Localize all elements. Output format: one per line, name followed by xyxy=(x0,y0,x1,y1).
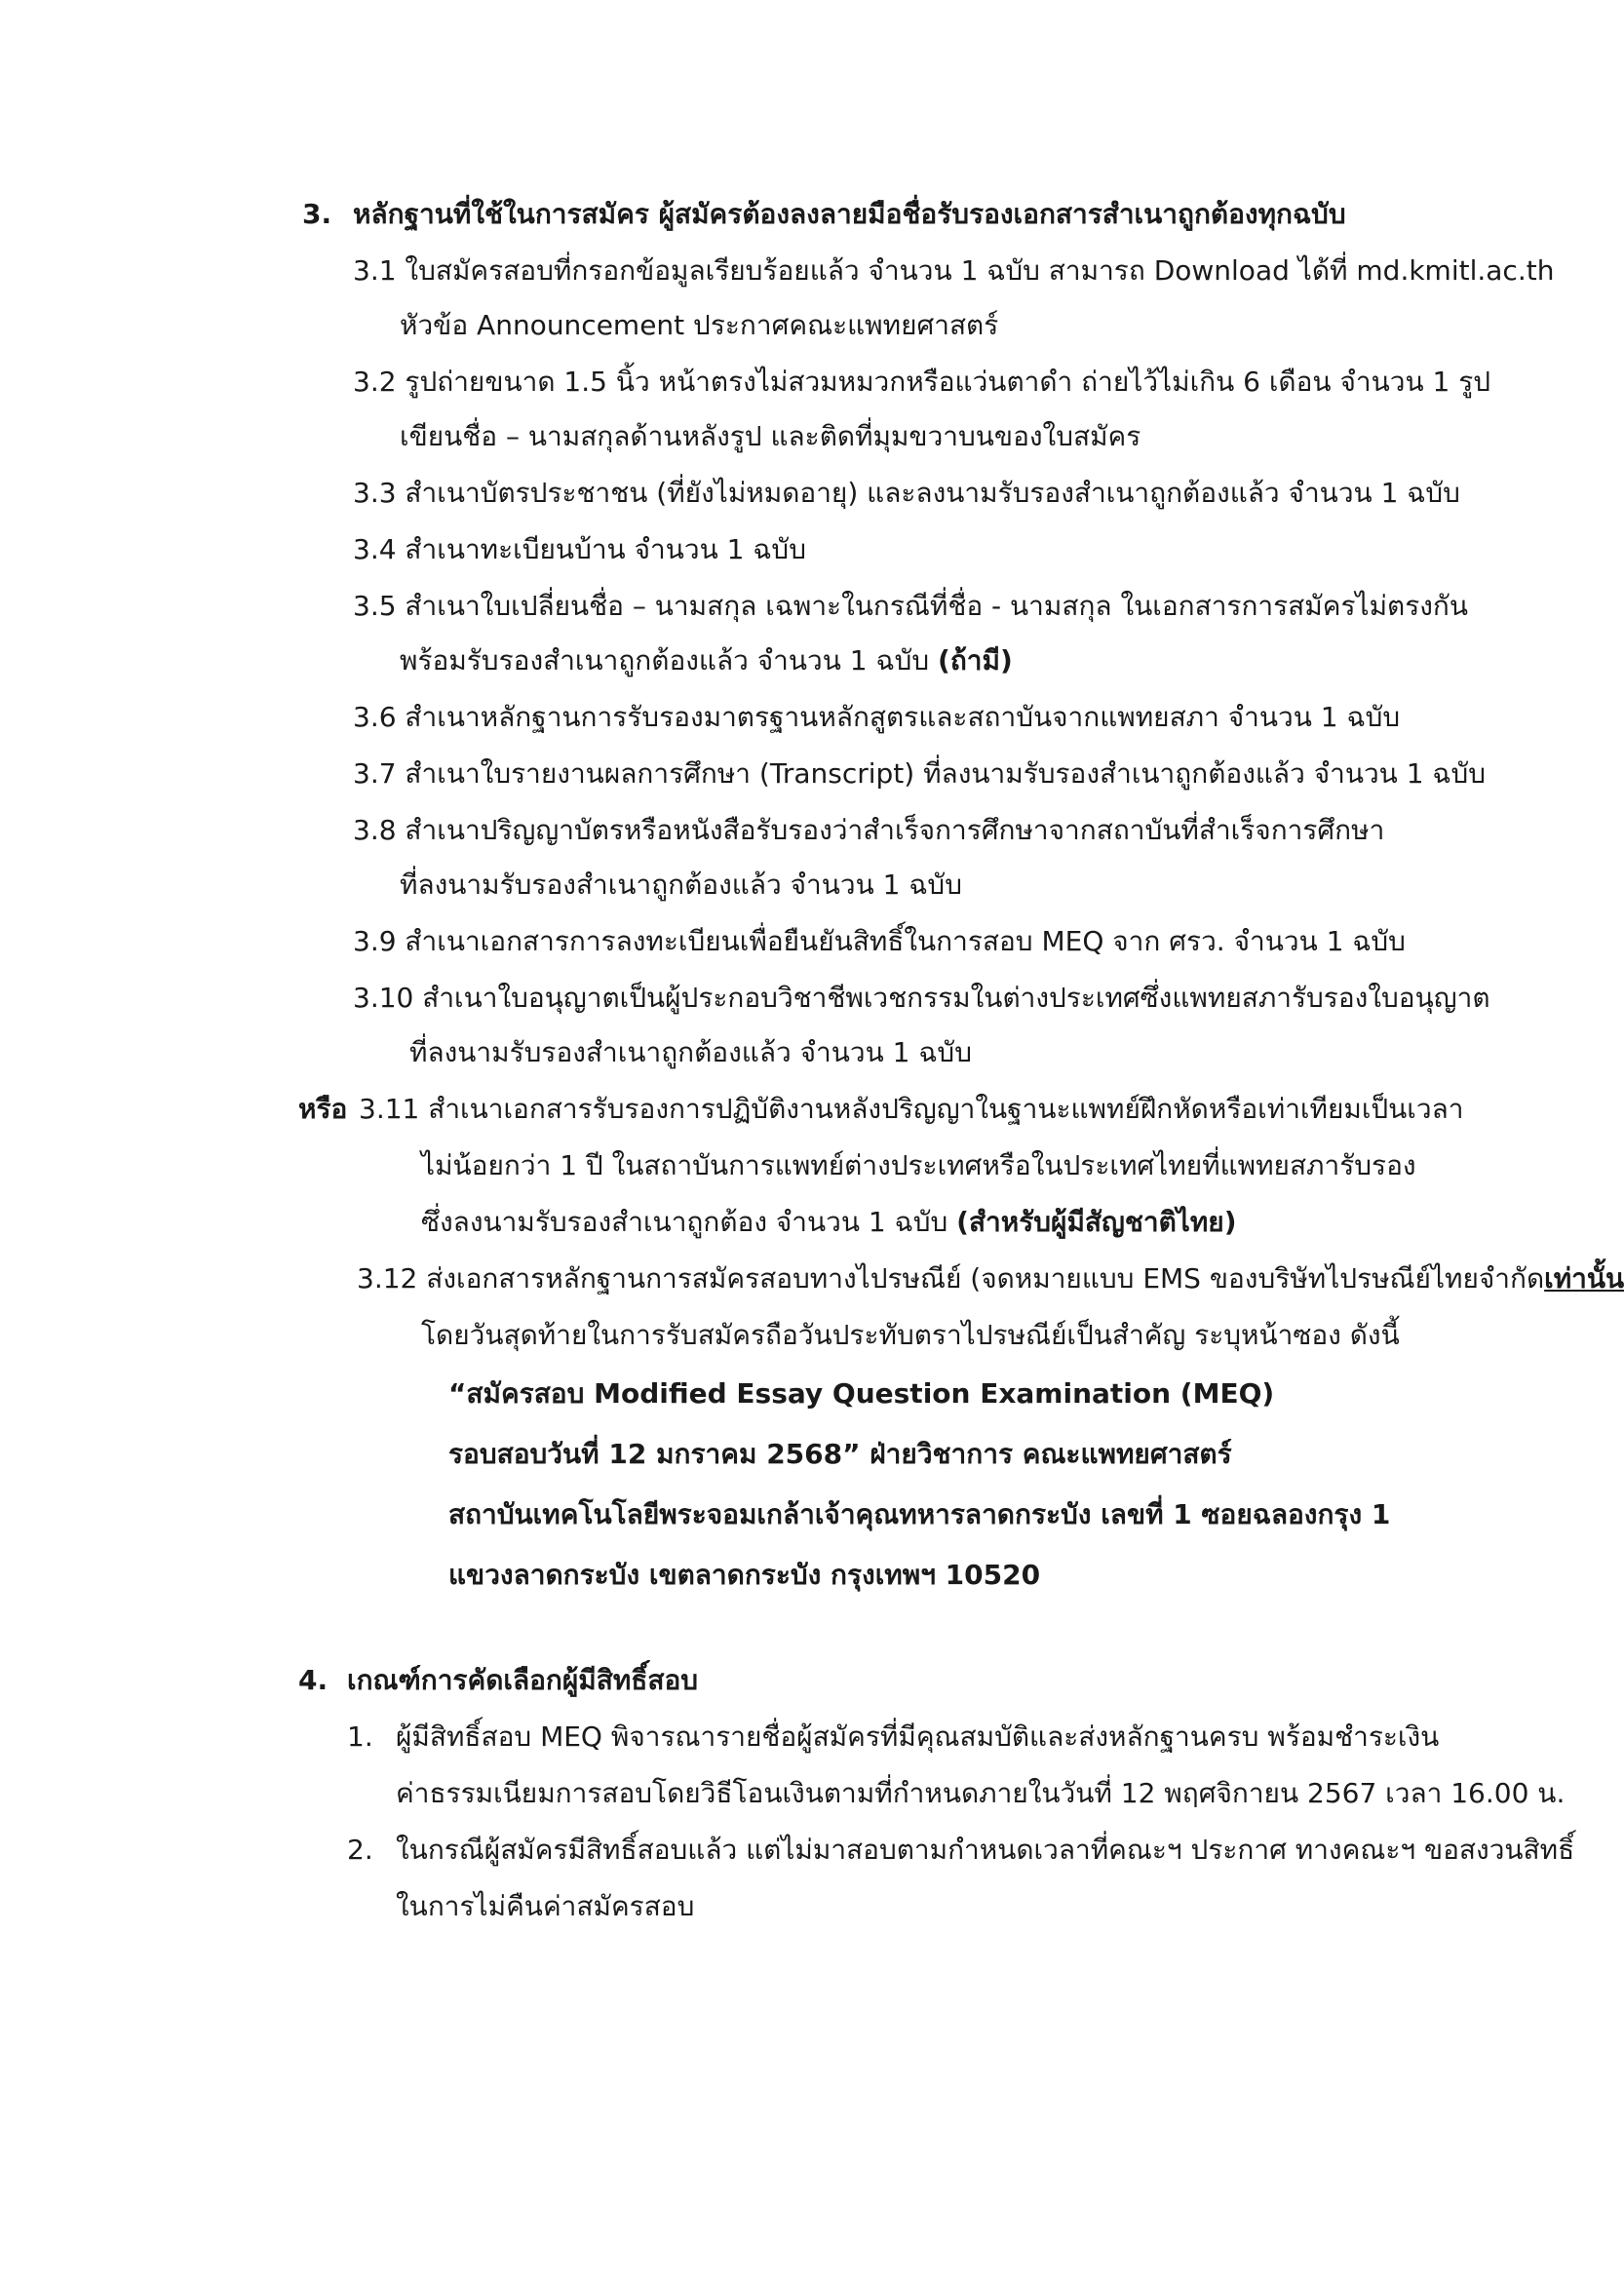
item-3-9-line-1: 3.9 สำเนาเอกสารการลงทะเบียนเพื่อยืนยันสิทธิ์ในการสอบ MEQ จาก ศรว. จำนวน 1 ฉบับ xyxy=(353,925,1406,957)
item-3-11-line-3 xyxy=(421,1203,1237,1242)
item-3-12-line-2: โดยวันสุดท้ายในการรับสมัครถือวันประทับตราไปรษณีย์เป็นสำคัญ ระบุหน้าซอง ดังนี้ xyxy=(421,1319,1400,1351)
item-3-11-line-1: 3.11 สำเนาเอกสารรับรองการปฏิบัติงานหลังปริญญาในฐานะแพทย์ฝึกหัดหรือเท่าเทียมเป็นเวลา xyxy=(359,1093,1464,1125)
item-3-8-line-1: 3.8 สำเนาปริญญาบัตรหรือหนังสือรับรองว่าสำเร็จการศึกษาจากสถาบันที่สำเร็จการศึกษา xyxy=(353,814,1385,846)
item-3-5-line-1: 3.5 สำเนาใบเปลี่ยนชื่อ – นามสกุล เฉพาะในกรณีที่ชื่อ - นามสกุล ในเอกสารการสมัครไม่ตรงกัน xyxy=(353,590,1469,622)
address-line-2: รอบสอบวันที่ 12 มกราคม 2568” ฝ่ายวิชาการ คณะแพทยศาสตร์ xyxy=(448,1438,1232,1470)
criteria-1-line-2: ค่าธรรมเนียมการสอบโดยวิธีโอนเงินตามที่กำหนดภายในวันที่ 12 พฤศจิกายน 2567 เวลา 16.00 น. xyxy=(396,1777,1566,1809)
item-3-10-line-2: ที่ลงนามรับรองสำเนาถูกต้องแล้ว จำนวน 1 ฉบับ xyxy=(409,1036,972,1068)
criteria-2-line-2: ในการไม่คืนค่าสมัครสอบ xyxy=(396,1890,695,1922)
address-line-4: แขวงลาดกระบัง เขตลาดกระบัง กรุงเทพฯ 10520 xyxy=(448,1559,1041,1591)
item-3-6-line-1: 3.6 สำเนาหลักฐานการรับรองมาตรฐานหลักสูตรและสถาบันจากแพทยสภา จำนวน 1 ฉบับ xyxy=(353,701,1401,733)
item-3-1-line-1: 3.1 ใบสมัครสอบที่กรอกข้อมูลเรียบร้อยแล้ว จำนวน 1 ฉบับ สามารถ Download ได้ที่ md.kmitl.ac.th xyxy=(353,254,1555,287)
criteria-2-number: 2. xyxy=(347,1834,373,1866)
criteria-1-number: 1. xyxy=(347,1720,373,1753)
item-3-1-line-2: หัวข้อ Announcement ประกาศคณะแพทยศาสตร์ xyxy=(400,309,999,341)
section-4-number: 4. xyxy=(298,1664,329,1696)
address-line-3: สถาบันเทคโนโลยีพระจอมเกล้าเจ้าคุณทหารลาดกระบัง เลขที่ 1 ซอยฉลองกรุง 1 xyxy=(448,1498,1391,1530)
item-3-11-line-3-text: ซึ่งลงนามรับรองสำเนาถูกต้อง จำนวน 1 ฉบับ xyxy=(421,1206,948,1238)
criteria-2-line-1: ในกรณีผู้สมัครมีสิทธิ์สอบแล้ว แต่ไม่มาสอบตามกำหนดเวลาที่คณะฯ ประกาศ ทางคณะฯ ขอสงวนสิทธิ์ xyxy=(396,1834,1575,1866)
item-3-10-line-1: 3.10 สำเนาใบอนุญาตเป็นผู้ประกอบวิชาชีพเวชกรรมในต่างประเทศซึ่งแพทยสภารับรองใบอนุญาต xyxy=(353,982,1490,1014)
item-3-12-line-1 xyxy=(357,1259,1624,1298)
item-3-12-only-emphasis: เท่านั้น xyxy=(1544,1262,1624,1295)
item-3-5-optional-note: (ถ้ามี) xyxy=(938,644,1013,677)
item-3-11-thai-nationality-note: (สำหรับผู้มีสัญชาติไทย) xyxy=(956,1206,1237,1238)
item-3-8-line-2: ที่ลงนามรับรองสำเนาถูกต้องแล้ว จำนวน 1 ฉบับ xyxy=(400,869,962,901)
item-3-5-line-2 xyxy=(400,641,1013,680)
item-3-7-line-1: 3.7 สำเนาใบรายงานผลการศึกษา (Transcript) ที่ลงนามรับรองสำเนาถูกต้องแล้ว จำนวน 1 ฉบับ xyxy=(353,757,1487,790)
section-3-number: 3. xyxy=(302,198,332,230)
item-3-4-line-1: 3.4 สำเนาทะเบียนบ้าน จำนวน 1 ฉบับ xyxy=(353,533,806,565)
section-4-heading: เกณฑ์การคัดเลือกผู้มีสิทธิ์สอบ xyxy=(347,1664,699,1696)
section-3-heading: หลักฐานที่ใช้ในการสมัคร ผู้สมัครต้องลงลายมือชื่อรับรองเอกสารสำเนาถูกต้องทุกฉบับ xyxy=(353,198,1346,230)
address-line-1: “สมัครสอบ Modified Essay Question Examination (MEQ) xyxy=(448,1377,1275,1410)
item-3-11-prefix: หรือ xyxy=(298,1093,348,1125)
item-3-5-line-2-text: พร้อมรับรองสำเนาถูกต้องแล้ว จำนวน 1 ฉบับ xyxy=(400,644,930,677)
item-3-3-line-1: 3.3 สำเนาบัตรประชาชน (ที่ยังไม่หมดอายุ) และลงนามรับรองสำเนาถูกต้องแล้ว จำนวน 1 ฉบับ xyxy=(353,477,1460,509)
criteria-1-line-1: ผู้มีสิทธิ์สอบ MEQ พิจารณารายชื่อผู้สมัครที่มีคุณสมบัติและส่งหลักฐานครบ พร้อมชำระเงิน xyxy=(396,1720,1440,1753)
item-3-12-line-1-text: 3.12 ส่งเอกสารหลักฐานการสมัครสอบทางไปรษณีย์ (จดหมายแบบ EMS ของบริษัทไปรษณีย์ไทยจำกัด xyxy=(357,1262,1545,1295)
item-3-2-line-2: เขียนชื่อ – นามสกุลด้านหลังรูป และติดที่มุมขวาบนของใบสมัคร xyxy=(400,420,1141,452)
item-3-11-line-2: ไม่น้อยกว่า 1 ปี ในสถาบันการแพทย์ต่างประเทศหรือในประเทศไทยที่แพทยสภารับรอง xyxy=(421,1149,1416,1181)
item-3-2-line-1: 3.2 รูปถ่ายขนาด 1.5 นิ้ว หน้าตรงไม่สวมหมวกหรือแว่นตาดำ ถ่ายไว้ไม่เกิน 6 เดือน จำนวน 1 รูป xyxy=(353,366,1491,398)
